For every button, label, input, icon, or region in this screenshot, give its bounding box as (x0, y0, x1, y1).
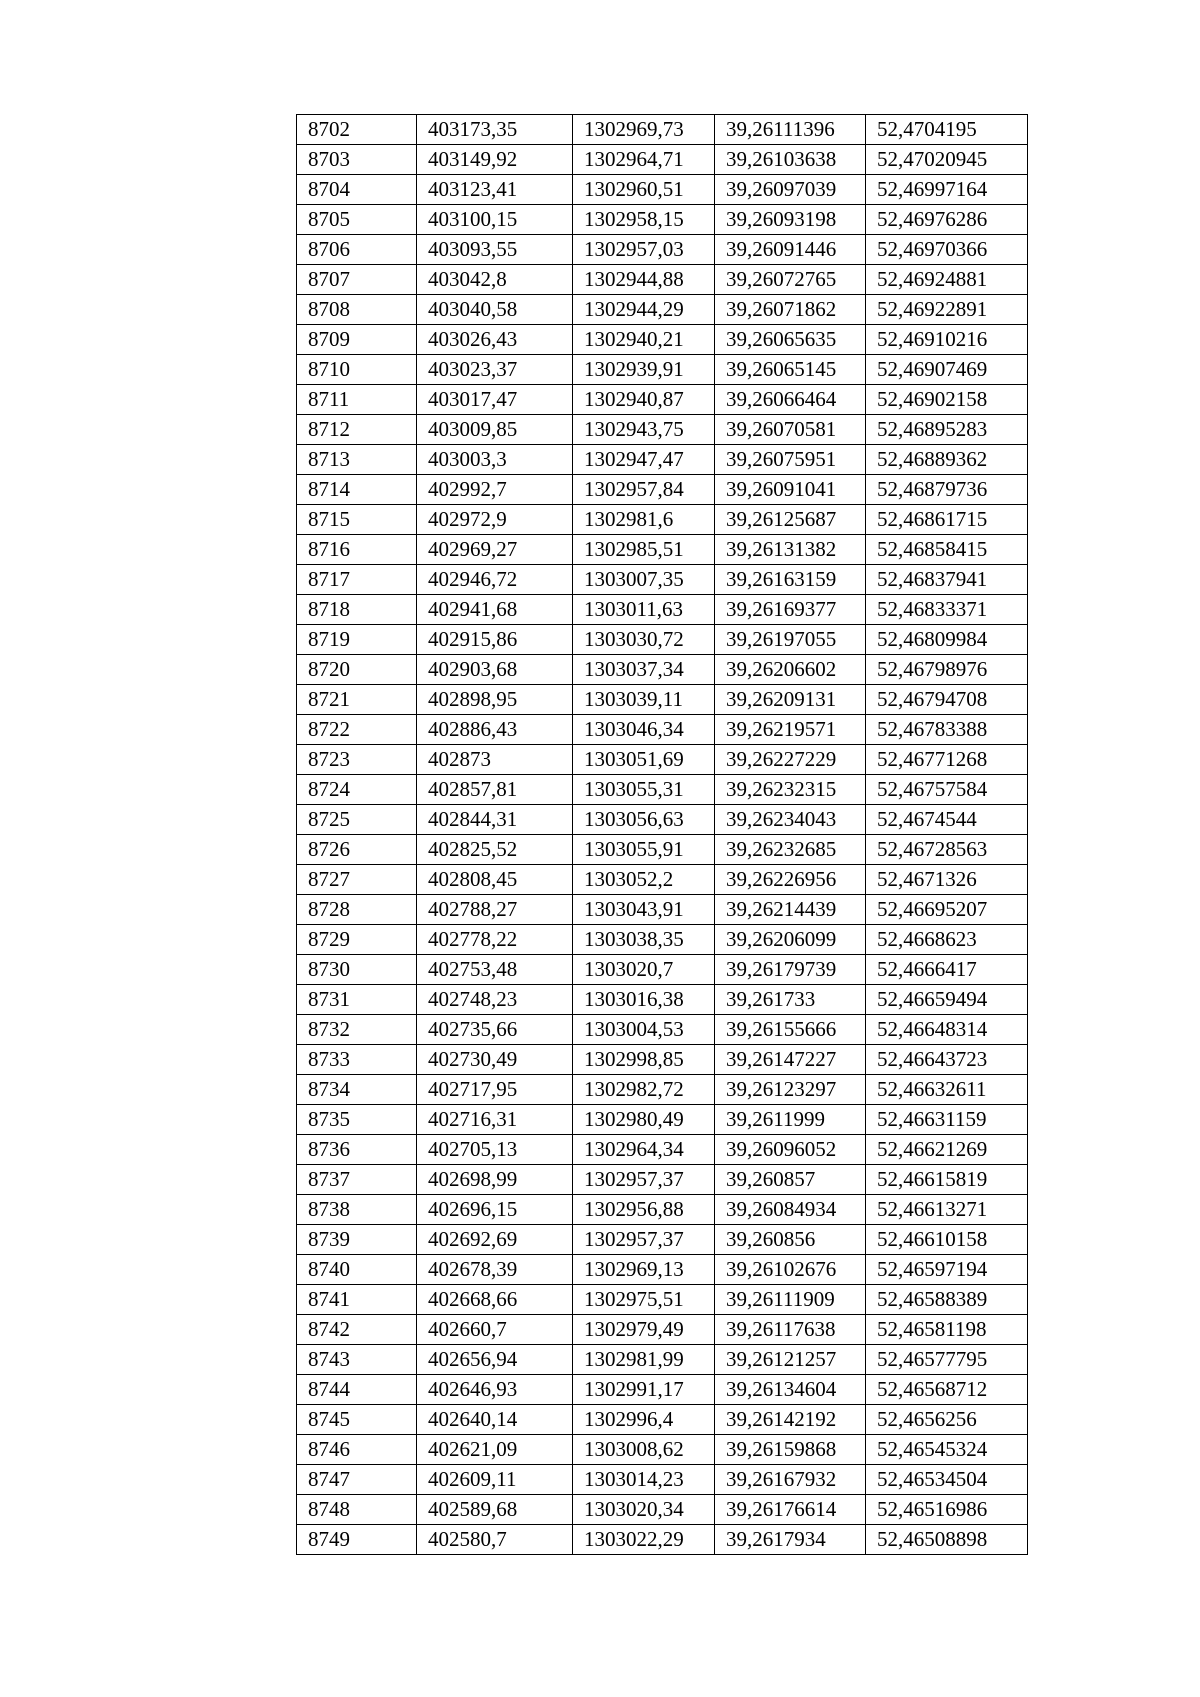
latitude-cell: 39,26091041 (715, 475, 866, 505)
point-number-cell: 8738 (297, 1195, 417, 1225)
latitude-cell: 39,26134604 (715, 1375, 866, 1405)
y-coordinate-cell: 1302943,75 (573, 415, 715, 445)
x-coordinate-cell: 402886,43 (417, 715, 573, 745)
latitude-cell: 39,26066464 (715, 385, 866, 415)
y-coordinate-cell: 1303020,7 (573, 955, 715, 985)
longitude-cell: 52,46643723 (866, 1045, 1028, 1075)
y-coordinate-cell: 1302975,51 (573, 1285, 715, 1315)
longitude-cell: 52,46861715 (866, 505, 1028, 535)
y-coordinate-cell: 1303052,2 (573, 865, 715, 895)
latitude-cell: 39,26123297 (715, 1075, 866, 1105)
point-number-cell: 8720 (297, 655, 417, 685)
table-row (297, 1345, 1028, 1375)
x-coordinate-cell: 402873 (417, 745, 573, 775)
table-row (297, 1015, 1028, 1045)
x-coordinate-cell: 403023,37 (417, 355, 573, 385)
latitude-cell: 39,26155666 (715, 1015, 866, 1045)
y-coordinate-cell: 1303056,63 (573, 805, 715, 835)
longitude-cell: 52,46581198 (866, 1315, 1028, 1345)
y-coordinate-cell: 1302957,37 (573, 1165, 715, 1195)
point-number-cell: 8718 (297, 595, 417, 625)
latitude-cell: 39,26102676 (715, 1255, 866, 1285)
table-row (297, 295, 1028, 325)
y-coordinate-cell: 1302985,51 (573, 535, 715, 565)
latitude-cell: 39,260857 (715, 1165, 866, 1195)
x-coordinate-cell: 402748,23 (417, 985, 573, 1015)
point-number-cell: 8703 (297, 145, 417, 175)
x-coordinate-cell: 402735,66 (417, 1015, 573, 1045)
longitude-cell: 52,46615819 (866, 1165, 1028, 1195)
y-coordinate-cell: 1303051,69 (573, 745, 715, 775)
longitude-cell: 52,46783388 (866, 715, 1028, 745)
y-coordinate-cell: 1303011,63 (573, 595, 715, 625)
latitude-cell: 39,2617934 (715, 1525, 866, 1555)
latitude-cell: 39,26159868 (715, 1435, 866, 1465)
longitude-cell: 52,46895283 (866, 415, 1028, 445)
point-number-cell: 8710 (297, 355, 417, 385)
latitude-cell: 39,26169377 (715, 595, 866, 625)
table-row (297, 355, 1028, 385)
table-row (297, 1465, 1028, 1495)
y-coordinate-cell: 1302981,6 (573, 505, 715, 535)
longitude-cell: 52,46648314 (866, 1015, 1028, 1045)
y-coordinate-cell: 1302981,99 (573, 1345, 715, 1375)
x-coordinate-cell: 403093,55 (417, 235, 573, 265)
longitude-cell: 52,46588389 (866, 1285, 1028, 1315)
longitude-cell: 52,46902158 (866, 385, 1028, 415)
y-coordinate-cell: 1302940,21 (573, 325, 715, 355)
longitude-cell: 52,46976286 (866, 205, 1028, 235)
table-row (297, 745, 1028, 775)
longitude-cell: 52,4656256 (866, 1405, 1028, 1435)
table-row (297, 655, 1028, 685)
y-coordinate-cell: 1303055,91 (573, 835, 715, 865)
latitude-cell: 39,261733 (715, 985, 866, 1015)
latitude-cell: 39,26093198 (715, 205, 866, 235)
y-coordinate-cell: 1303016,38 (573, 985, 715, 1015)
point-number-cell: 8728 (297, 895, 417, 925)
table-row (297, 715, 1028, 745)
latitude-cell: 39,26179739 (715, 955, 866, 985)
y-coordinate-cell: 1302957,37 (573, 1225, 715, 1255)
table-row (297, 1255, 1028, 1285)
point-number-cell: 8702 (297, 115, 417, 145)
latitude-cell: 39,26097039 (715, 175, 866, 205)
longitude-cell: 52,46922891 (866, 295, 1028, 325)
point-number-cell: 8715 (297, 505, 417, 535)
longitude-cell: 52,46910216 (866, 325, 1028, 355)
table-row (297, 1495, 1028, 1525)
point-number-cell: 8725 (297, 805, 417, 835)
latitude-cell: 39,26142192 (715, 1405, 866, 1435)
table-row (297, 325, 1028, 355)
longitude-cell: 52,46889362 (866, 445, 1028, 475)
longitude-cell: 52,46997164 (866, 175, 1028, 205)
y-coordinate-cell: 1302979,49 (573, 1315, 715, 1345)
x-coordinate-cell: 403149,92 (417, 145, 573, 175)
table-row (297, 1135, 1028, 1165)
table-row (297, 415, 1028, 445)
longitude-cell: 52,4704195 (866, 115, 1028, 145)
latitude-cell: 39,2611999 (715, 1105, 866, 1135)
longitude-cell: 52,46516986 (866, 1495, 1028, 1525)
y-coordinate-cell: 1302957,84 (573, 475, 715, 505)
x-coordinate-cell: 402753,48 (417, 955, 573, 985)
y-coordinate-cell: 1303020,34 (573, 1495, 715, 1525)
x-coordinate-cell: 402898,95 (417, 685, 573, 715)
point-number-cell: 8726 (297, 835, 417, 865)
table-row (297, 1165, 1028, 1195)
x-coordinate-cell: 402844,31 (417, 805, 573, 835)
latitude-cell: 39,26176614 (715, 1495, 866, 1525)
point-number-cell: 8712 (297, 415, 417, 445)
longitude-cell: 52,46879736 (866, 475, 1028, 505)
x-coordinate-cell: 402825,52 (417, 835, 573, 865)
point-number-cell: 8731 (297, 985, 417, 1015)
point-number-cell: 8734 (297, 1075, 417, 1105)
coordinates-table-body (297, 115, 1028, 1555)
longitude-cell: 52,4666417 (866, 955, 1028, 985)
longitude-cell: 52,46757584 (866, 775, 1028, 805)
table-row (297, 175, 1028, 205)
longitude-cell: 52,46809984 (866, 625, 1028, 655)
x-coordinate-cell: 403123,41 (417, 175, 573, 205)
longitude-cell: 52,4668623 (866, 925, 1028, 955)
latitude-cell: 39,26147227 (715, 1045, 866, 1075)
y-coordinate-cell: 1303004,53 (573, 1015, 715, 1045)
y-coordinate-cell: 1302940,87 (573, 385, 715, 415)
point-number-cell: 8747 (297, 1465, 417, 1495)
table-row (297, 865, 1028, 895)
y-coordinate-cell: 1302944,88 (573, 265, 715, 295)
y-coordinate-cell: 1303014,23 (573, 1465, 715, 1495)
coordinates-table (296, 114, 1028, 1555)
latitude-cell: 39,26103638 (715, 145, 866, 175)
point-number-cell: 8727 (297, 865, 417, 895)
x-coordinate-cell: 402857,81 (417, 775, 573, 805)
table-row (297, 385, 1028, 415)
x-coordinate-cell: 402778,22 (417, 925, 573, 955)
longitude-cell: 52,46728563 (866, 835, 1028, 865)
table-row (297, 115, 1028, 145)
table-row (297, 1195, 1028, 1225)
latitude-cell: 39,26084934 (715, 1195, 866, 1225)
point-number-cell: 8719 (297, 625, 417, 655)
table-row (297, 205, 1028, 235)
point-number-cell: 8745 (297, 1405, 417, 1435)
longitude-cell: 52,46508898 (866, 1525, 1028, 1555)
point-number-cell: 8744 (297, 1375, 417, 1405)
x-coordinate-cell: 403173,35 (417, 115, 573, 145)
table-row (297, 535, 1028, 565)
y-coordinate-cell: 1303038,35 (573, 925, 715, 955)
latitude-cell: 39,26111396 (715, 115, 866, 145)
table-row (297, 565, 1028, 595)
longitude-cell: 52,46621269 (866, 1135, 1028, 1165)
table-row (297, 475, 1028, 505)
x-coordinate-cell: 402660,7 (417, 1315, 573, 1345)
latitude-cell: 39,26167932 (715, 1465, 866, 1495)
longitude-cell: 52,46632611 (866, 1075, 1028, 1105)
table-row (297, 145, 1028, 175)
table-row (297, 1405, 1028, 1435)
x-coordinate-cell: 402992,7 (417, 475, 573, 505)
table-row (297, 895, 1028, 925)
point-number-cell: 8708 (297, 295, 417, 325)
x-coordinate-cell: 402580,7 (417, 1525, 573, 1555)
latitude-cell: 39,26075951 (715, 445, 866, 475)
longitude-cell: 52,46568712 (866, 1375, 1028, 1405)
y-coordinate-cell: 1302982,72 (573, 1075, 715, 1105)
table-row (297, 1105, 1028, 1135)
x-coordinate-cell: 402692,69 (417, 1225, 573, 1255)
table-row (297, 595, 1028, 625)
longitude-cell: 52,46659494 (866, 985, 1028, 1015)
latitude-cell: 39,26065145 (715, 355, 866, 385)
point-number-cell: 8729 (297, 925, 417, 955)
y-coordinate-cell: 1302947,47 (573, 445, 715, 475)
latitude-cell: 39,26065635 (715, 325, 866, 355)
latitude-cell: 39,26232685 (715, 835, 866, 865)
x-coordinate-cell: 402640,14 (417, 1405, 573, 1435)
longitude-cell: 52,47020945 (866, 145, 1028, 175)
x-coordinate-cell: 403026,43 (417, 325, 573, 355)
longitude-cell: 52,4671326 (866, 865, 1028, 895)
y-coordinate-cell: 1302964,71 (573, 145, 715, 175)
y-coordinate-cell: 1302944,29 (573, 295, 715, 325)
x-coordinate-cell: 402646,93 (417, 1375, 573, 1405)
point-number-cell: 8749 (297, 1525, 417, 1555)
table-row (297, 985, 1028, 1015)
table-row (297, 955, 1028, 985)
table-row (297, 775, 1028, 805)
table-row (297, 835, 1028, 865)
latitude-cell: 39,26206099 (715, 925, 866, 955)
longitude-cell: 52,46858415 (866, 535, 1028, 565)
point-number-cell: 8709 (297, 325, 417, 355)
longitude-cell: 52,46837941 (866, 565, 1028, 595)
x-coordinate-cell: 402698,99 (417, 1165, 573, 1195)
point-number-cell: 8713 (297, 445, 417, 475)
y-coordinate-cell: 1303030,72 (573, 625, 715, 655)
table-row (297, 685, 1028, 715)
point-number-cell: 8740 (297, 1255, 417, 1285)
x-coordinate-cell: 403003,3 (417, 445, 573, 475)
table-row (297, 1045, 1028, 1075)
latitude-cell: 39,26111909 (715, 1285, 866, 1315)
x-coordinate-cell: 402946,72 (417, 565, 573, 595)
longitude-cell: 52,46907469 (866, 355, 1028, 385)
x-coordinate-cell: 402621,09 (417, 1435, 573, 1465)
latitude-cell: 39,26209131 (715, 685, 866, 715)
latitude-cell: 39,26206602 (715, 655, 866, 685)
longitude-cell: 52,46534504 (866, 1465, 1028, 1495)
latitude-cell: 39,26219571 (715, 715, 866, 745)
table-row (297, 805, 1028, 835)
x-coordinate-cell: 402589,68 (417, 1495, 573, 1525)
y-coordinate-cell: 1302969,13 (573, 1255, 715, 1285)
latitude-cell: 39,26197055 (715, 625, 866, 655)
longitude-cell: 52,46597194 (866, 1255, 1028, 1285)
latitude-cell: 39,26131382 (715, 535, 866, 565)
y-coordinate-cell: 1303039,11 (573, 685, 715, 715)
x-coordinate-cell: 403100,15 (417, 205, 573, 235)
point-number-cell: 8711 (297, 385, 417, 415)
table-row (297, 445, 1028, 475)
point-number-cell: 8706 (297, 235, 417, 265)
x-coordinate-cell: 402969,27 (417, 535, 573, 565)
x-coordinate-cell: 402656,94 (417, 1345, 573, 1375)
latitude-cell: 39,26232315 (715, 775, 866, 805)
x-coordinate-cell: 402717,95 (417, 1075, 573, 1105)
point-number-cell: 8743 (297, 1345, 417, 1375)
longitude-cell: 52,46798976 (866, 655, 1028, 685)
table-row (297, 1525, 1028, 1555)
x-coordinate-cell: 402716,31 (417, 1105, 573, 1135)
point-number-cell: 8741 (297, 1285, 417, 1315)
x-coordinate-cell: 402696,15 (417, 1195, 573, 1225)
longitude-cell: 52,46545324 (866, 1435, 1028, 1465)
point-number-cell: 8717 (297, 565, 417, 595)
y-coordinate-cell: 1302958,15 (573, 205, 715, 235)
latitude-cell: 39,26214439 (715, 895, 866, 925)
point-number-cell: 8714 (297, 475, 417, 505)
x-coordinate-cell: 402668,66 (417, 1285, 573, 1315)
latitude-cell: 39,26091446 (715, 235, 866, 265)
x-coordinate-cell: 402705,13 (417, 1135, 573, 1165)
longitude-cell: 52,46970366 (866, 235, 1028, 265)
longitude-cell: 52,46924881 (866, 265, 1028, 295)
y-coordinate-cell: 1303043,91 (573, 895, 715, 925)
x-coordinate-cell: 402808,45 (417, 865, 573, 895)
point-number-cell: 8724 (297, 775, 417, 805)
longitude-cell: 52,46577795 (866, 1345, 1028, 1375)
point-number-cell: 8716 (297, 535, 417, 565)
x-coordinate-cell: 402972,9 (417, 505, 573, 535)
y-coordinate-cell: 1302956,88 (573, 1195, 715, 1225)
point-number-cell: 8748 (297, 1495, 417, 1525)
table-row (297, 1075, 1028, 1105)
y-coordinate-cell: 1302969,73 (573, 115, 715, 145)
y-coordinate-cell: 1303022,29 (573, 1525, 715, 1555)
point-number-cell: 8739 (297, 1225, 417, 1255)
x-coordinate-cell: 402730,49 (417, 1045, 573, 1075)
longitude-cell: 52,46695207 (866, 895, 1028, 925)
x-coordinate-cell: 402903,68 (417, 655, 573, 685)
latitude-cell: 39,26071862 (715, 295, 866, 325)
x-coordinate-cell: 403009,85 (417, 415, 573, 445)
point-number-cell: 8730 (297, 955, 417, 985)
point-number-cell: 8746 (297, 1435, 417, 1465)
latitude-cell: 39,26121257 (715, 1345, 866, 1375)
x-coordinate-cell: 402941,68 (417, 595, 573, 625)
x-coordinate-cell: 403040,58 (417, 295, 573, 325)
latitude-cell: 39,26125687 (715, 505, 866, 535)
y-coordinate-cell: 1302964,34 (573, 1135, 715, 1165)
point-number-cell: 8707 (297, 265, 417, 295)
table-row (297, 235, 1028, 265)
latitude-cell: 39,26226956 (715, 865, 866, 895)
x-coordinate-cell: 403017,47 (417, 385, 573, 415)
y-coordinate-cell: 1303055,31 (573, 775, 715, 805)
latitude-cell: 39,26070581 (715, 415, 866, 445)
y-coordinate-cell: 1303007,35 (573, 565, 715, 595)
table-row (297, 1225, 1028, 1255)
x-coordinate-cell: 402788,27 (417, 895, 573, 925)
longitude-cell: 52,4674544 (866, 805, 1028, 835)
longitude-cell: 52,46610158 (866, 1225, 1028, 1255)
table-row (297, 1375, 1028, 1405)
point-number-cell: 8705 (297, 205, 417, 235)
latitude-cell: 39,260856 (715, 1225, 866, 1255)
x-coordinate-cell: 402609,11 (417, 1465, 573, 1495)
point-number-cell: 8736 (297, 1135, 417, 1165)
latitude-cell: 39,26072765 (715, 265, 866, 295)
table-row (297, 625, 1028, 655)
latitude-cell: 39,26227229 (715, 745, 866, 775)
y-coordinate-cell: 1303046,34 (573, 715, 715, 745)
table-row (297, 1315, 1028, 1345)
y-coordinate-cell: 1302939,91 (573, 355, 715, 385)
point-number-cell: 8723 (297, 745, 417, 775)
longitude-cell: 52,46833371 (866, 595, 1028, 625)
y-coordinate-cell: 1302980,49 (573, 1105, 715, 1135)
table-row (297, 505, 1028, 535)
longitude-cell: 52,46613271 (866, 1195, 1028, 1225)
longitude-cell: 52,46631159 (866, 1105, 1028, 1135)
latitude-cell: 39,26234043 (715, 805, 866, 835)
point-number-cell: 8721 (297, 685, 417, 715)
latitude-cell: 39,26096052 (715, 1135, 866, 1165)
x-coordinate-cell: 402915,86 (417, 625, 573, 655)
table-row (297, 925, 1028, 955)
latitude-cell: 39,26117638 (715, 1315, 866, 1345)
point-number-cell: 8722 (297, 715, 417, 745)
y-coordinate-cell: 1303008,62 (573, 1435, 715, 1465)
y-coordinate-cell: 1303037,34 (573, 655, 715, 685)
point-number-cell: 8735 (297, 1105, 417, 1135)
latitude-cell: 39,26163159 (715, 565, 866, 595)
point-number-cell: 8704 (297, 175, 417, 205)
y-coordinate-cell: 1302960,51 (573, 175, 715, 205)
y-coordinate-cell: 1302998,85 (573, 1045, 715, 1075)
x-coordinate-cell: 402678,39 (417, 1255, 573, 1285)
longitude-cell: 52,46771268 (866, 745, 1028, 775)
point-number-cell: 8737 (297, 1165, 417, 1195)
y-coordinate-cell: 1302996,4 (573, 1405, 715, 1435)
y-coordinate-cell: 1302957,03 (573, 235, 715, 265)
point-number-cell: 8742 (297, 1315, 417, 1345)
point-number-cell: 8732 (297, 1015, 417, 1045)
point-number-cell: 8733 (297, 1045, 417, 1075)
table-row (297, 1435, 1028, 1465)
y-coordinate-cell: 1302991,17 (573, 1375, 715, 1405)
longitude-cell: 52,46794708 (866, 685, 1028, 715)
x-coordinate-cell: 403042,8 (417, 265, 573, 295)
table-row (297, 1285, 1028, 1315)
table-row (297, 265, 1028, 295)
